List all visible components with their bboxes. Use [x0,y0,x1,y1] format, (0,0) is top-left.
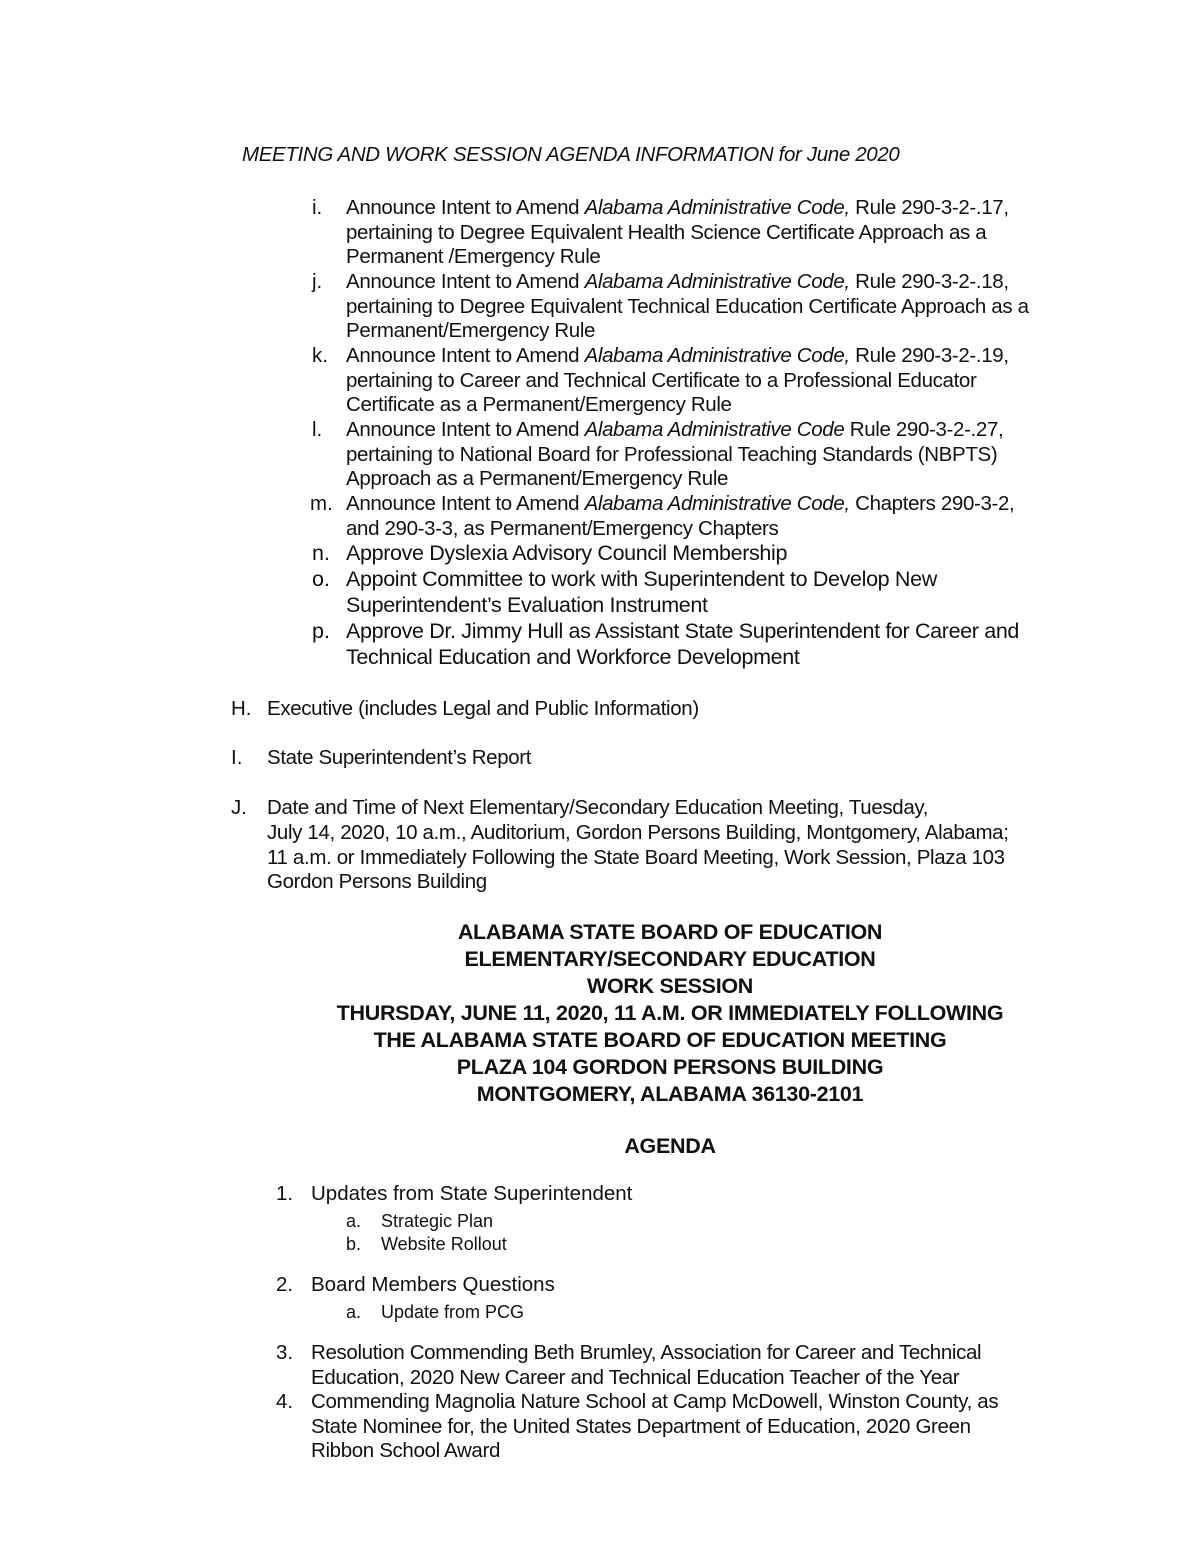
code-reference: Alabama Administrative Code [584,418,845,441]
item-label: k. [312,344,328,367]
item-line: pertaining to Degree Equivalent Technical Education Certificate Approach as a [346,295,1029,318]
item-label: m. [310,492,333,515]
title-line: ELEMENTARY/SECONDARY EDUCATION [464,947,876,971]
title-line: WORK SESSION [586,974,754,998]
text: Announce Intent to Amend [346,418,585,441]
item-line [346,195,1009,220]
page-header-title: MEETING AND WORK SESSION AGENDA INFORMATION for June 2020 [242,143,900,166]
item-line [346,343,1009,368]
item-label: p. [312,619,330,643]
item-label: i. [312,196,323,219]
agenda-number: 1. [276,1182,294,1205]
agenda-text: Updates from State Superintendent [311,1182,633,1205]
section-label: I. [231,746,243,769]
agenda-number: 4. [276,1390,294,1413]
title-line: ALABAMA STATE BOARD OF EDUCATION [457,920,883,944]
item-line: Approve Dyslexia Advisory Council Membership [346,541,788,565]
item-line [346,417,1003,442]
item-line: Permanent/Emergency Rule [346,319,596,342]
section-line: July 14, 2020, 10 a.m., Auditorium, Gordon Persons Building, Montgomery, Alabama; [267,821,1009,844]
code-reference: Alabama Administrative Code, [584,344,850,367]
text: Announce Intent to Amend [346,344,585,367]
item-line: Appoint Committee to work with Superintendent to Develop New [346,567,937,591]
text: Rule 290-3-2-.18, [849,270,1009,293]
title-line: THE ALABAMA STATE BOARD OF EDUCATION MEETING [373,1028,947,1052]
item-label: l. [312,418,323,441]
item-line: pertaining to National Board for Professional Teaching Standards (NBPTS) [346,443,998,466]
agenda-line: Resolution Commending Beth Brumley, Association for Career and Technical [311,1341,982,1364]
agenda-line: State Nominee for, the United States Department of Education, 2020 Green [311,1415,971,1438]
agenda-sub-text: Update from PCG [381,1302,525,1322]
code-reference: Alabama Administrative Code, [584,196,850,219]
item-label: n. [312,541,330,565]
item-label: o. [312,567,330,591]
agenda-line: Education, 2020 New Career and Technical Education Teacher of the Year [311,1366,960,1389]
title-line: MONTGOMERY, ALABAMA 36130-2101 [476,1082,864,1106]
section-line: Date and Time of Next Elementary/Secondary Education Meeting, Tuesday, [267,796,929,819]
item-line: pertaining to Career and Technical Certificate to a Professional Educator [346,369,977,392]
agenda-sub-label: b. [346,1234,362,1254]
item-label: j. [312,270,323,293]
agenda-sub-label: a. [346,1211,362,1231]
item-line: Approach as a Permanent/Emergency Rule [346,467,729,490]
text: Announce Intent to Amend [346,196,585,219]
section-label: J. [231,796,247,819]
text: Announce Intent to Amend [346,492,585,515]
agenda-line: Commending Magnolia Nature School at Camp McDowell, Winston County, as [311,1390,999,1413]
item-line: Technical Education and Workforce Development [346,645,800,669]
text: Rule 290-3-2-.19, [849,344,1009,367]
section-label: H. [231,697,252,720]
item-line: Approve Dr. Jimmy Hull as Assistant State Superintendent for Career and [346,619,1020,643]
agenda-number: 2. [276,1273,294,1296]
agenda-number: 3. [276,1341,294,1364]
item-line: pertaining to Degree Equivalent Health Science Certificate Approach as a [346,221,987,244]
item-line: and 290-3-3, as Permanent/Emergency Chapters [346,517,779,540]
agenda-sub-text: Strategic Plan [381,1211,494,1231]
item-line: Permanent /Emergency Rule [346,245,601,268]
title-line: THURSDAY, JUNE 11, 2020, 11 A.M. OR IMMEDIATELY FOLLOWING [336,1001,1004,1025]
code-reference: Alabama Administrative Code, [584,270,850,293]
item-line [346,491,1014,516]
text: Rule 290-3-2-.27, [844,418,1004,441]
agenda-text: Board Members Questions [311,1273,555,1296]
section-line: State Superintendent’s Report [267,746,532,769]
item-line: Certificate as a Permanent/Emergency Rule [346,393,732,416]
agenda-sub-text: Website Rollout [381,1234,507,1254]
agenda-line: Ribbon School Award [311,1439,500,1462]
section-line: 11 a.m. or Immediately Following the State Board Meeting, Work Session, Plaza 103 [267,846,1005,869]
code-reference: Alabama Administrative Code, [584,492,850,515]
text: Announce Intent to Amend [346,270,585,293]
title-line: PLAZA 104 GORDON PERSONS BUILDING [456,1055,884,1079]
text: Chapters 290-3-2, [849,492,1015,515]
text: Rule 290-3-2-.17, [849,196,1009,219]
agenda-sub-label: a. [346,1302,362,1322]
section-line: Executive (includes Legal and Public Information) [267,697,699,720]
section-line: Gordon Persons Building [267,870,487,893]
item-line [346,269,1009,294]
agenda-heading: AGENDA [624,1134,716,1158]
item-line: Superintendent’s Evaluation Instrument [346,593,708,617]
